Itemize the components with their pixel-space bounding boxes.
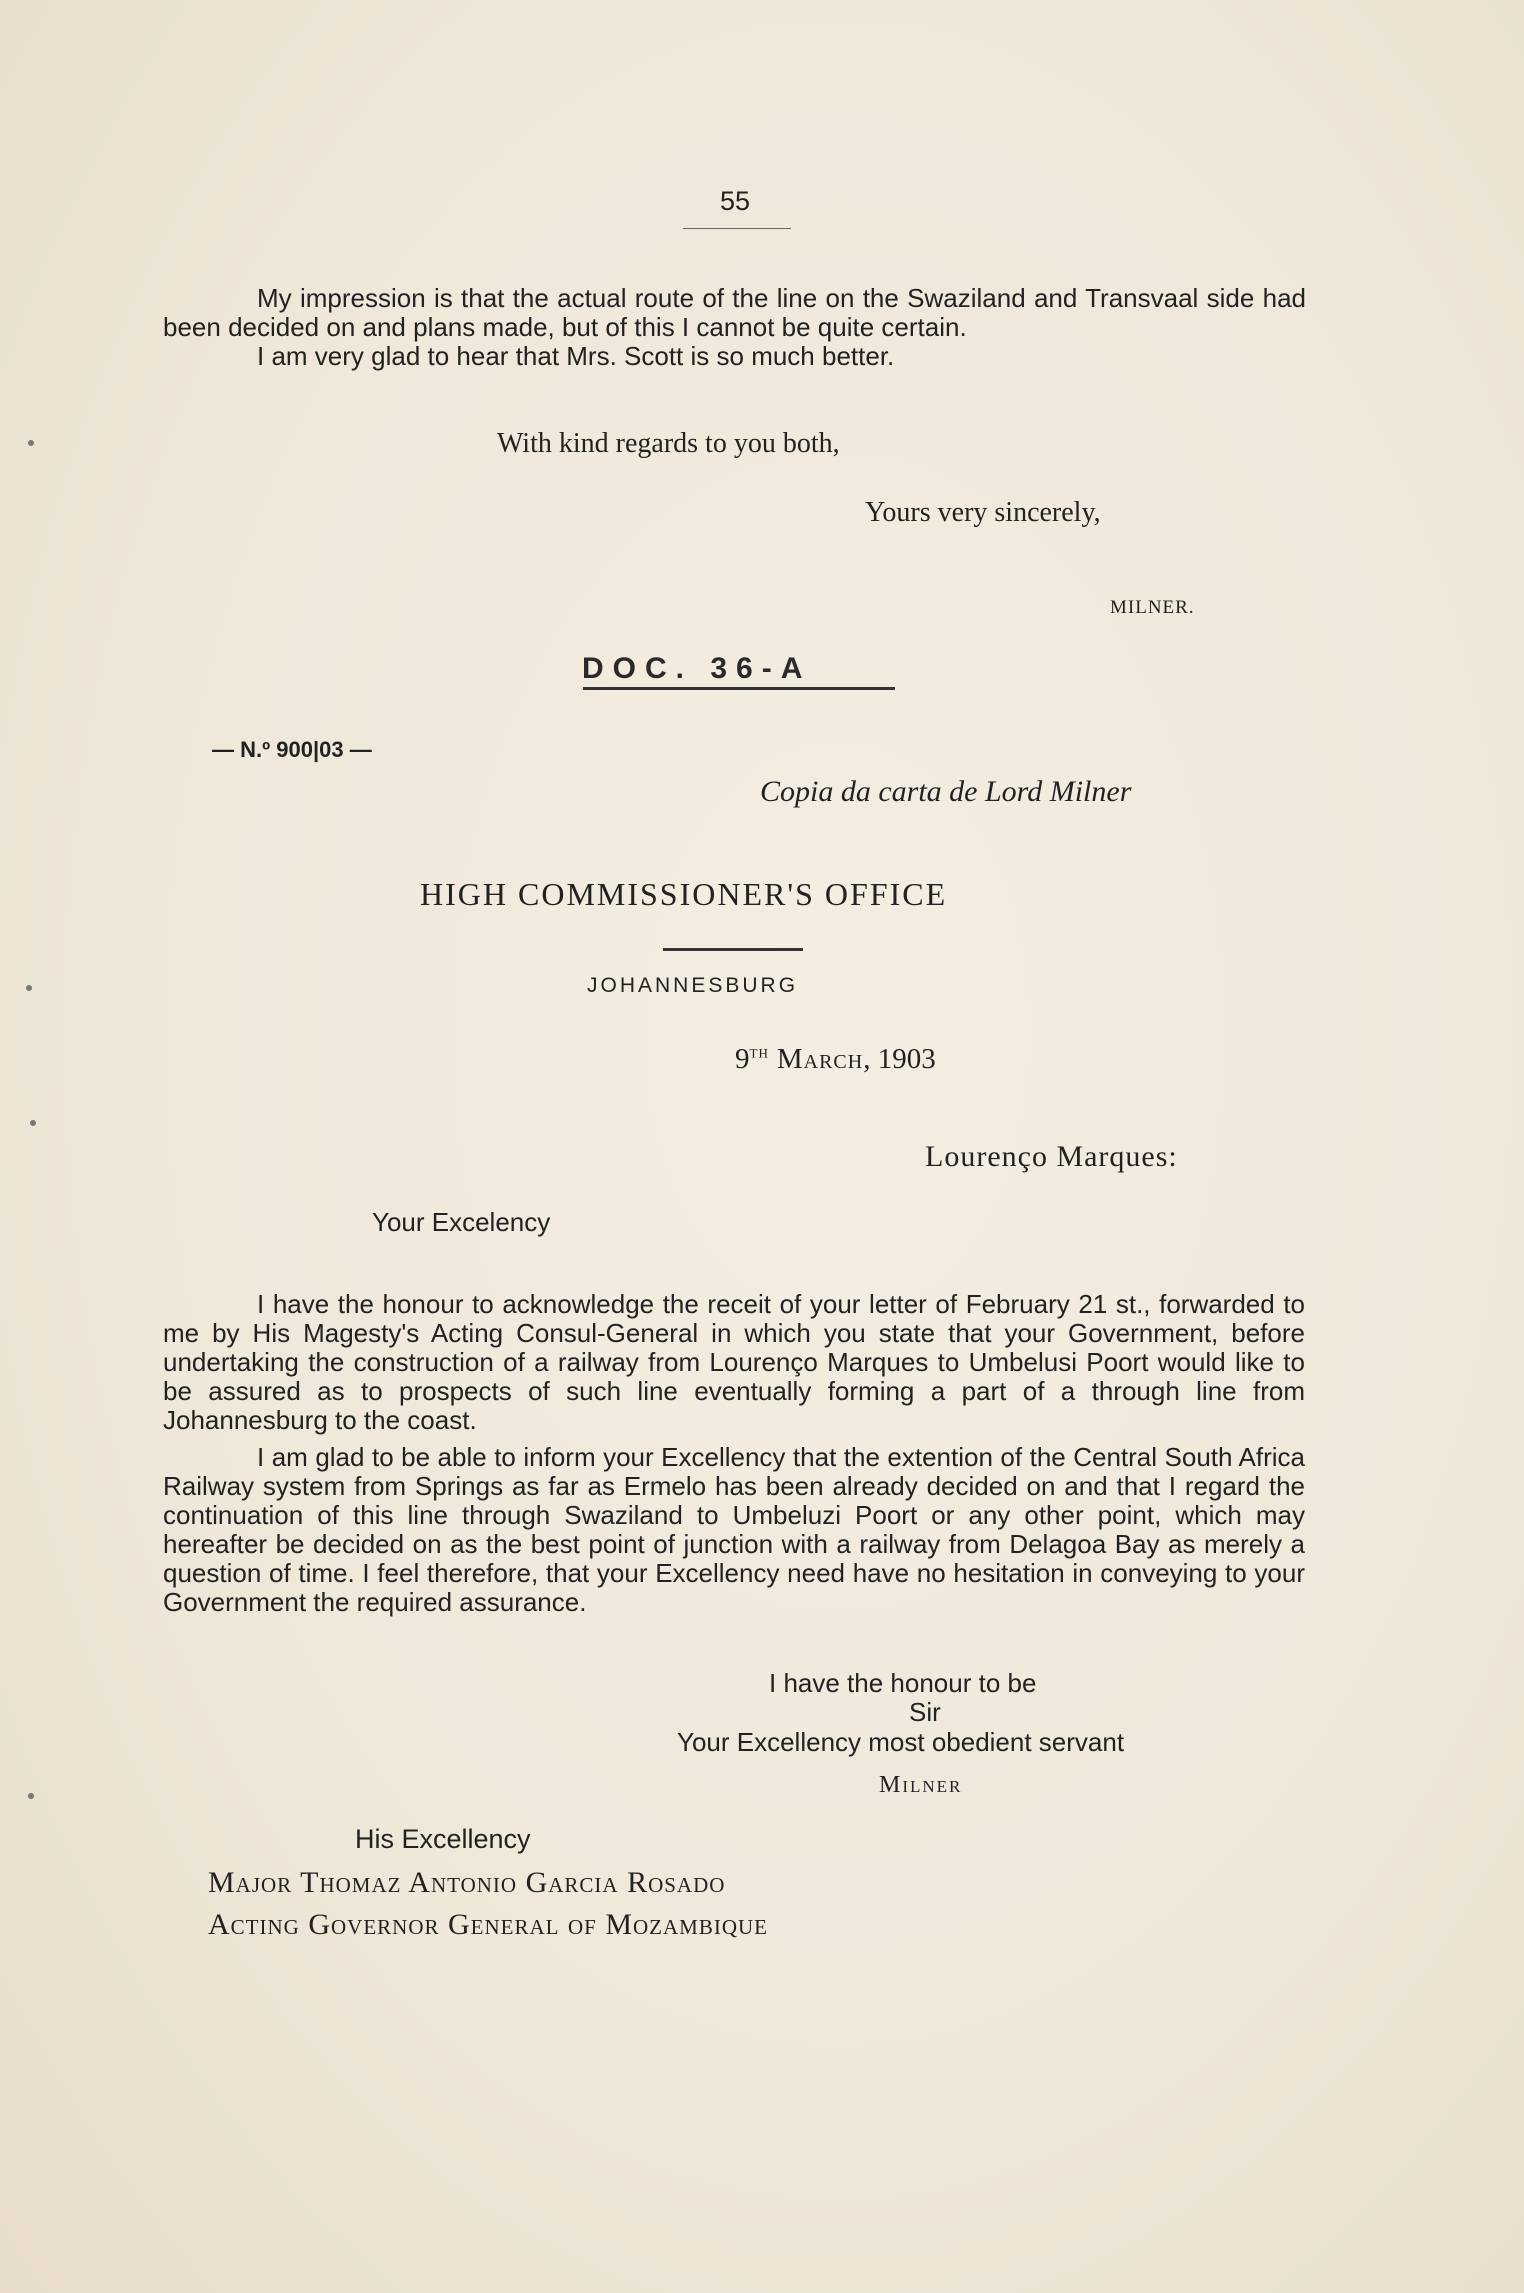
margin-mark [28,1793,34,1799]
recipient-position: Acting Governor General of Mozambique [208,1908,768,1941]
letterhead-city: JOHANNESBURG [587,974,799,997]
document-number: — N.º 900|03 — [212,737,372,762]
letter2-closing-1: I have the honour to be [769,1668,1037,1698]
date-suffix: TH [749,1045,769,1061]
letter1-paragraph-1: My impression is that the actual route of the line on the Swaziland and Transvaal side had been decided on and plans made, but of this I cannot be quite certain. [163,283,1306,342]
document-label: DOC. 36-A [582,652,812,685]
date-year: , 1903 [863,1043,936,1075]
copy-note: Copia da carta de Lord Milner [760,775,1132,808]
letter2-closing-3: Your Excellency most obedient servant [677,1727,1125,1757]
page-number-rule [683,228,791,229]
office-heading-rule [663,948,803,951]
salutation: Your Excelency [372,1207,551,1237]
document-label-rule [583,687,895,690]
margin-mark [30,1120,36,1126]
letter2-signature: Milner [879,1772,963,1798]
letter2-paragraph-2: I am glad to be able to inform your Excellency that the extention of the Central South Africa Railway system from Springs as far as Ermelo has been already decided on and that I regard the continuation of this line through Swaziland to Umbeluzi Poort or any other point, which may hereafter be decided on as the best point of junction with a railway from Delagoa Bay as merely a question of time. I feel therefore, that your Excellency need have no hesitation in conveying to your Government the required assurance. [163,1442,1305,1617]
letter1-paragraph-2: I am very glad to hear that Mrs. Scott is so much better. [257,341,895,371]
letter1-regards: With kind regards to you both, [497,428,840,459]
date-day: 9 [735,1043,750,1075]
letter-date [735,1043,936,1076]
margin-mark [26,985,32,991]
margin-mark [28,440,34,446]
letter2-closing-2: Sir [909,1697,941,1727]
office-heading: HIGH COMMISSIONER'S OFFICE [420,876,948,912]
letter2-paragraph-1: I have the honour to acknowledge the receit of your letter of February 21 st., forwarded to me by His Magesty's Acting Consul-General in which you state that your Government, before undertaking the construction of a railway from Lourenço Marques to Umbelusi Poort would like to be assured as to prospects of such line eventually forming a part of a through line from Johannesburg to the coast. [163,1289,1305,1435]
letter1-closing: Yours very sincerely, [865,497,1101,528]
recipient-name: Major Thomaz Antonio Garcia Rosado [208,1866,726,1899]
date-month: March [776,1043,864,1075]
recipient-title: His Excellency [355,1824,531,1854]
letter1-signature: MILNER. [1110,597,1195,618]
page-number: 55 [720,186,751,216]
addressee-place: Lourenço Marques: [925,1140,1178,1173]
